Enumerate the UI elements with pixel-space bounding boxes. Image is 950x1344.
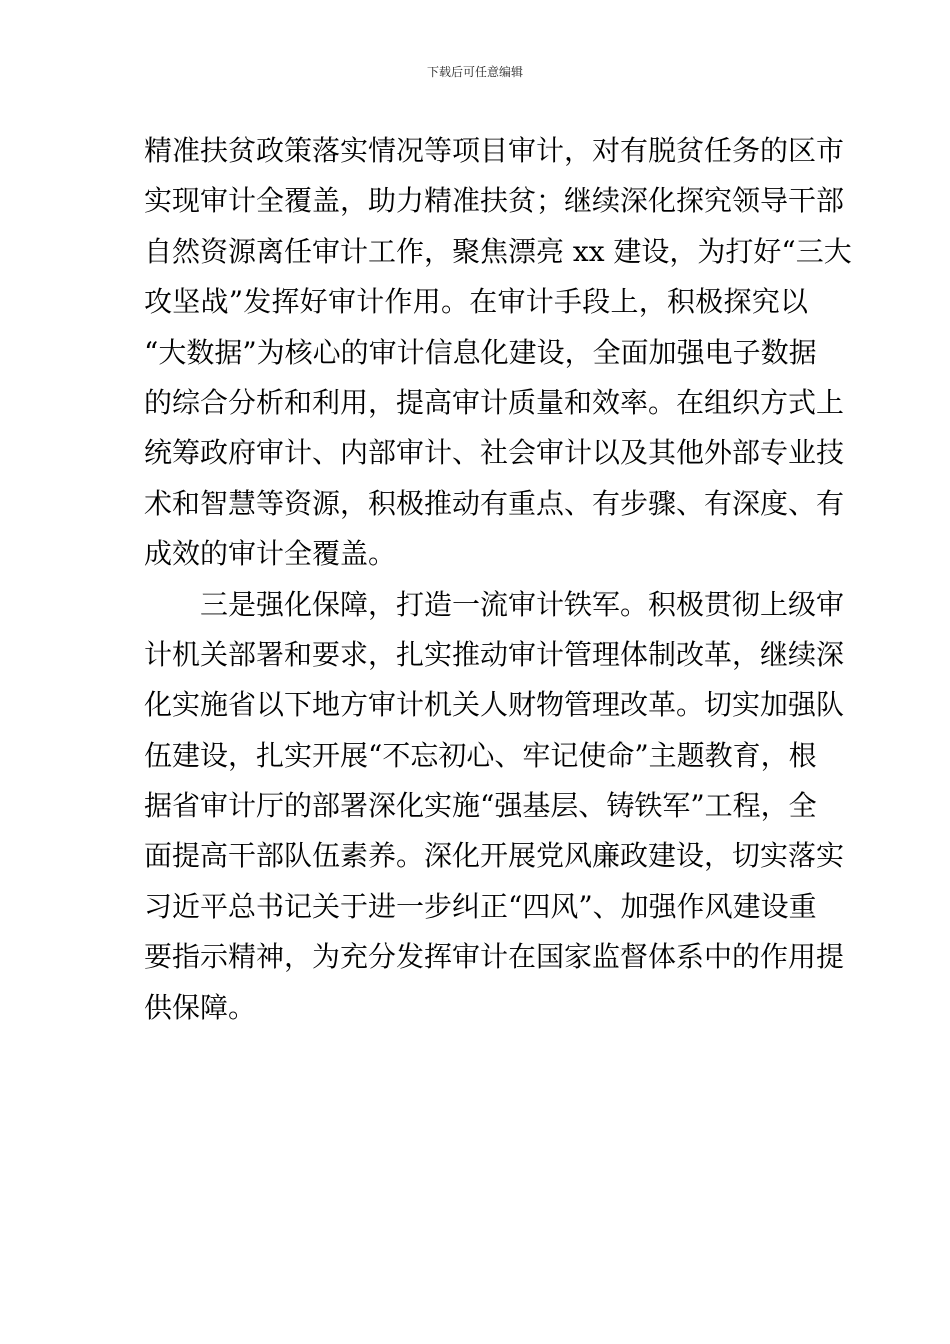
text-line: 化实施省以下地方审计机关人财物管理改革。切实加强队 — [144, 688, 845, 722]
paragraph — [144, 126, 852, 580]
text-line: 实现审计全覆盖，助力精准扶贫；继续深化探究领导干部 — [144, 184, 845, 218]
text-line: 精准扶贫政策落实情况等项目审计，对有脱贫任务的区市 — [144, 134, 845, 167]
text-line: 统筹政府审计、内部审计、社会审计以及其他外部专业技 — [144, 436, 845, 470]
text-line: 据省审计厅的部署深化实施“强基层、铸铁军”工程，全 — [144, 789, 817, 823]
text-line: 自然资源离任审计工作，聚焦漂亮 xx 建设，为打好“三大 — [144, 234, 852, 268]
paragraph — [144, 580, 845, 1034]
text-line: 供保障。 — [144, 990, 257, 1024]
document-body — [144, 126, 852, 1033]
text-line: 术和智慧等资源，积极推动有重点、有步骤、有深度、有 — [144, 486, 845, 520]
text-line: 攻坚战”发挥好审计作用。在审计手段上，积极探究以 — [144, 285, 808, 319]
text-line: 伍建设，扎实开展“不忘初心、牢记使命”主题教育，根 — [144, 738, 817, 772]
text-line: 成效的审计全覆盖。 — [144, 537, 397, 571]
text-line: “大数据”为核心的审计信息化建设，全面加强电子数据 — [144, 335, 817, 369]
text-line: 的综合分析和利用，提高审计质量和效率。在组织方式上 — [144, 385, 845, 419]
text-line: 三是强化保障，打造一流审计铁军。积极贯彻上级审 — [200, 587, 845, 621]
text-line: 面提高干部队伍素养。深化开展党风廉政建设，切实落实 — [144, 839, 845, 873]
text-line: 要指示精神，为充分发挥审计在国家监督体系中的作用提 — [144, 940, 845, 974]
text-line: 习近平总书记关于进一步纠正“四风”、加强作风建设重 — [144, 889, 817, 923]
page-header: 下载后可任意编辑 — [426, 65, 523, 79]
text-line: 计机关部署和要求，扎实推动审计管理体制改革，继续深 — [144, 637, 845, 671]
